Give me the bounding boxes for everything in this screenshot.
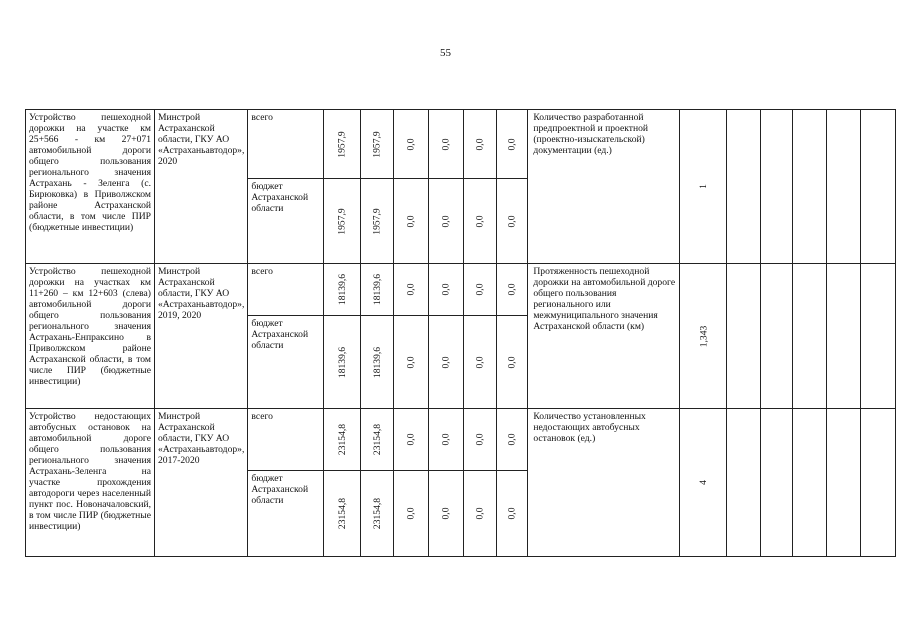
funding-value: 23154,8: [371, 497, 383, 530]
funding-value-cell: [429, 471, 464, 557]
funding-value-cell: [394, 409, 429, 471]
funding-value-cell: [394, 110, 429, 179]
executor-cell: Минстрой Астраханской области, ГКУ АО «Астраханьавтодор», 2020: [155, 110, 248, 264]
funding-source: бюджет Астраханской области: [248, 316, 324, 409]
funding-value: 23154,8: [336, 497, 348, 530]
funding-value-cell: [429, 264, 464, 316]
indicator-target-cell: [680, 409, 727, 557]
funding-value-cell: [324, 409, 361, 471]
funding-value-cell: [429, 409, 464, 471]
empty-cell: [827, 110, 861, 264]
page-number: 55: [440, 47, 451, 59]
funding-value: 1957,9: [371, 207, 383, 235]
indicator-description: Количество установленных недостающих автобусных остановок (ед.): [528, 409, 680, 557]
funding-value: 0,0: [474, 283, 486, 296]
funding-value-cell: [324, 179, 361, 264]
indicator-target-cell: [680, 110, 727, 264]
funding-value-cell: [497, 316, 528, 409]
empty-cell: [793, 110, 827, 264]
table-row: [26, 264, 896, 316]
funding-value-cell: [464, 264, 497, 316]
funding-source: всего: [248, 264, 324, 316]
funding-value: 1957,9: [336, 130, 348, 158]
program-table: [25, 109, 896, 557]
funding-value: 18139,6: [371, 346, 383, 378]
empty-cell: [727, 264, 761, 409]
funding-value: 0,0: [405, 507, 417, 520]
funding-value-cell: [361, 264, 394, 316]
funding-value-cell: [324, 264, 361, 316]
funding-value: 0,0: [506, 356, 518, 368]
funding-value-cell: [464, 316, 497, 409]
funding-source: бюджет Астраханской области: [248, 471, 324, 557]
empty-cell: [761, 110, 793, 264]
funding-source: всего: [248, 110, 324, 179]
funding-value: 18139,6: [336, 273, 348, 306]
funding-value: 0,0: [474, 215, 486, 227]
executor-cell: Минстрой Астраханской области, ГКУ АО «Астраханьавтодор», 2019, 2020: [155, 264, 248, 409]
funding-value-cell: [429, 316, 464, 409]
empty-cell: [827, 264, 861, 409]
funding-value: 0,0: [405, 138, 417, 150]
funding-value-cell: [394, 179, 429, 264]
empty-cell: [861, 264, 896, 409]
table-row: [26, 409, 896, 471]
funding-value: 0,0: [405, 283, 417, 296]
funding-source: всего: [248, 409, 324, 471]
funding-value: 0,0: [506, 507, 518, 520]
funding-value-cell: [324, 316, 361, 409]
empty-cell: [761, 264, 793, 409]
funding-value-cell: [464, 409, 497, 471]
funding-value: 1957,9: [371, 130, 383, 158]
measure-description: Устройство пешеходной дорожки на участке км 25+566 - км 27+071 автомобильной дороги общего пользования регионального значения Астрахань - Зеленга (с. Бирюковка) в Приволжском районе Астраханской области, в том числе ПИР (бюджетные инвестиции): [26, 110, 155, 264]
funding-value: 0,0: [440, 138, 452, 150]
funding-value-cell: [324, 471, 361, 557]
funding-value-cell: [394, 264, 429, 316]
empty-cell: [793, 409, 827, 557]
indicator-description: Количество разработанной предпроектной и проектной (проектно-изыскательской) документации (ед.): [528, 110, 680, 264]
funding-value: 23154,8: [371, 423, 383, 456]
funding-value-cell: [361, 110, 394, 179]
funding-value: 0,0: [506, 433, 518, 446]
funding-value: 0,0: [405, 356, 417, 368]
empty-cell: [761, 409, 793, 557]
funding-value: 23154,8: [336, 423, 348, 456]
funding-value-cell: [394, 316, 429, 409]
funding-value: 0,0: [474, 433, 486, 446]
funding-value-cell: [429, 179, 464, 264]
funding-value: 0,0: [440, 433, 452, 446]
empty-cell: [727, 409, 761, 557]
funding-value-cell: [464, 110, 497, 179]
executor-cell: Минстрой Астраханской области, ГКУ АО «Астраханьавтодор», 2017-2020: [155, 409, 248, 557]
measure-description: Устройство недостающих автобусных остановок на автомобильной дороге общего пользования регионального значения Астрахань-Зеленга на участке прохождения автодороги через населенный пункт пос. Новоначаловский, в том числе ПИР (бюджетные инвестиции): [26, 409, 155, 557]
funding-value: 0,0: [506, 283, 518, 296]
funding-value: 0,0: [474, 138, 486, 150]
funding-value: 0,0: [506, 138, 518, 150]
funding-value: 0,0: [440, 356, 452, 368]
table-row: [26, 110, 896, 179]
funding-value: 1957,9: [336, 207, 348, 235]
measure-description: Устройство пешеходной дорожки на участках км 11+260 – км 12+603 (слева) автомобильной дороги общего пользования регионального значения Астрахань-Енпраксино в Приволжском районе Астраханской области, в том числе ПИР (бюджетные инвестиции): [26, 264, 155, 409]
funding-value-cell: [464, 179, 497, 264]
funding-value-cell: [497, 264, 528, 316]
funding-source: бюджет Астраханской области: [248, 179, 324, 264]
funding-value-cell: [429, 110, 464, 179]
funding-value: 0,0: [474, 356, 486, 368]
empty-cell: [861, 409, 896, 557]
empty-cell: [861, 110, 896, 264]
funding-value: 0,0: [506, 215, 518, 227]
funding-value-cell: [497, 179, 528, 264]
funding-value: 0,0: [440, 215, 452, 227]
funding-value-cell: [497, 409, 528, 471]
funding-value-cell: [497, 110, 528, 179]
funding-value-cell: [464, 471, 497, 557]
funding-value: 0,0: [440, 507, 452, 520]
empty-cell: [793, 264, 827, 409]
funding-value: 0,0: [405, 433, 417, 446]
funding-value-cell: [394, 471, 429, 557]
funding-value-cell: [324, 110, 361, 179]
indicator-target: 1: [697, 184, 709, 189]
indicator-description: Протяженность пешеходной дорожки на автомобильной дороге общего пользования регионального или межмуниципального значения Астраханской области (км): [528, 264, 680, 409]
funding-value: 18139,6: [336, 346, 348, 378]
indicator-target: 4: [697, 480, 709, 485]
indicator-target: 1,343: [697, 325, 709, 347]
funding-value-cell: [361, 471, 394, 557]
indicator-target-cell: [680, 264, 727, 409]
empty-cell: [727, 110, 761, 264]
funding-value: 0,0: [440, 283, 452, 296]
funding-value-cell: [361, 409, 394, 471]
funding-value-cell: [361, 316, 394, 409]
funding-value: 18139,6: [371, 273, 383, 306]
funding-value-cell: [361, 179, 394, 264]
funding-value: 0,0: [405, 215, 417, 227]
funding-value: 0,0: [474, 507, 486, 520]
funding-value-cell: [497, 471, 528, 557]
empty-cell: [827, 409, 861, 557]
